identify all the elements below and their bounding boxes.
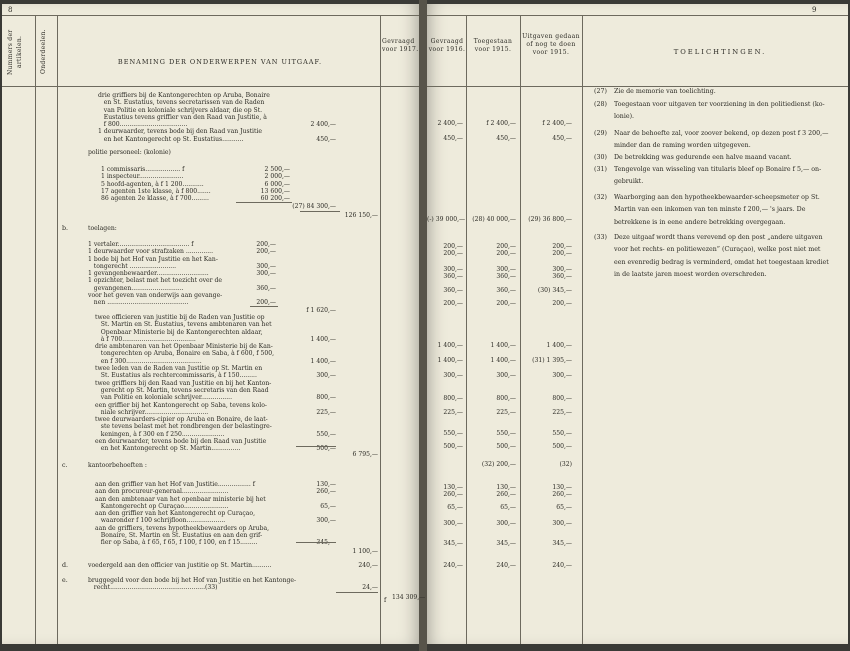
text-griffiers: drie griffiers bij de Kantongerechten op Aruba, Bonaire en St. Eustatius, tevens secretarissen van de Raden van Politie en koloniale schrijvers aldaar, die op St. Eustatius tevens griffier van den Raad van Justitie, à f 800................................... 1 deurwaarder, tevens bode bij den Raad van Justitie en het Kantongerecht op St. Eustatius........... (98, 92, 270, 143)
grand-kantoorbehoeften: 1 100,— (352, 548, 378, 555)
column-rule (466, 15, 467, 644)
total-politie: (27) 84 300,— (292, 203, 336, 210)
note-text: Deze uitgaaf wordt thans verevend op den post „andere uitgaven voor het rechts- en politiewezen” (Curaçao), welke post niet met een evenredig bedrag is verminderd, omdat het toegestaan krediet in de laatste jaren moest worden overschreden. (614, 234, 829, 278)
sub-e: e. (62, 577, 68, 584)
amount-cell-c: 500,— (552, 443, 572, 450)
amount-cell-b: 300,— (496, 372, 516, 379)
amount-cell-b: 345,— (496, 540, 516, 547)
amount-cell-a: 130,— (443, 484, 463, 491)
amounts-kantoorbehoeften: 130,— 260,— 65,— 300,— 345,— (316, 481, 336, 547)
header-top-rule (2, 15, 419, 16)
grand-toelagen: 6 795,— (352, 451, 378, 458)
total-toelagen: f 1 620,— (306, 307, 336, 314)
note-number: (30) (594, 154, 607, 161)
amount-cell-b: 225,— (496, 409, 516, 416)
amount-cell-b: 800,— (496, 395, 516, 402)
amount-cell-c: 200,— (552, 250, 572, 257)
amount-cell-a: 260,— (443, 491, 463, 498)
header-notes: TOELICHTINGEN. (673, 48, 767, 56)
amount-cell-c: 240,— (552, 562, 572, 569)
amount-cell-b: 450,— (496, 135, 516, 142)
amounts-toelagen: 200,— 200,— 300,— 300,— 360,— 200,— (256, 241, 276, 307)
amount-cell-b: 360,— (496, 273, 516, 280)
grand-politie: 126 150,— (344, 212, 378, 219)
grand-total: 134 309,— (392, 594, 426, 601)
amount-cell-a: 200,— (443, 243, 463, 250)
amount-cell-c: 300,— (552, 372, 572, 379)
header-asked-1916: Gevraagd voor 1916. (428, 38, 466, 53)
note-number: (27) (594, 88, 607, 95)
header-spent-1915: Uitgaven gedaan of nog te doen voor 1915. (522, 33, 580, 56)
sum-rule (250, 306, 278, 307)
amount-cell-b: 1 400,— (490, 357, 516, 364)
amount-cell-a: 2 400,— (437, 120, 463, 127)
note-number: (31) (594, 166, 607, 173)
sub-b: b. (62, 225, 69, 232)
amount-cell-c: 1 400,— (546, 342, 572, 349)
header-title: BENAMING DER ONDERWERPEN VAN UITGAAF. (117, 58, 323, 66)
amount-bruggegeld: 24,— (362, 584, 378, 591)
header-col-numbers: Nummers der artikelen. (7, 29, 23, 75)
amount-cell-c: 550,— (552, 430, 572, 437)
amount-cell-b: (28) 40 000,— (472, 216, 516, 223)
amount-cell-a: 300,— (443, 266, 463, 273)
note-number: (33) (594, 234, 607, 241)
amount-cell-c: (32) (559, 461, 572, 468)
amount-cell-a: 1 400,— (437, 342, 463, 349)
note-text: Zie de memorie van toelichting. (614, 88, 716, 95)
amount-cell-b: 200,— (496, 243, 516, 250)
book-gutter (419, 0, 427, 651)
note-number: (29) (594, 130, 607, 137)
sum-rule (336, 592, 378, 593)
sum-rule (296, 542, 336, 543)
text-ambtenaren: twee officieren van justitie bij de Raden van Justitie op St. Martin en St. Eustatius, tevens ambtenaren van het Openbaar Ministerie bij de Kantongerechten aldaar, à f 700...................................... drie ambtenaren van het Openbaar Ministerie bij de Kan- tongerechten op Aruba, Bonaire en Saba, à f 600, f 500, en f 300....................................... twee leden van de Raden van Justitie op St. Martin en St. Eustatius als rechtercommissaris, à f 150......... twee griffiers bij den Raad van Justitie en bij het Kanton- gerecht op St. Martin, tevens secretaris van den Raad van Politie en koloniale schrijver................ een griffier bij het Kantongerecht op Saba, tevens kolo- niale schrijver................................. twee deurwaarders-cipier op Aruba en Bonaire, de laat- ste tevens belast met het rondbrengen der belastingre- keningen, à f 300 en f 250...................... een deurwaarder, tevens bode bij den Raad van Justitie en het Kantongerecht op St. Martin............... (95, 314, 275, 453)
text-kantoorbehoeften: aan den griffier van het Hof van Justitie................. f aan den procureur-generaal........................ aan den ambtenaar van het openbaar ministerie bij het Kantongerecht op Curaçao....................... aan den griffier van het Kantongerecht op Curaçao, waaronder f 100 schrijfloon.................... aan de griffiers, tevens hypotheekbewaarders op Aruba, Bonaire, St. Martin en St. Eustatius en aan den grif- fier op Saba, à f 65, f 65, f 100, f 100, en f 15......... (95, 481, 270, 547)
amount-cell-b: 500,— (496, 443, 516, 450)
text-politie: 1 commissaris.................. f 1 inspecteur....................... 5 hoofd-agenten, à f 1 200........... 17 agenten 1ste klasse, à f 800....... 86 agenten 2e klasse, à f 700......... (101, 166, 211, 203)
amount-cell-a: 200,— (443, 250, 463, 257)
header-bottom-rule (2, 86, 419, 87)
amount-cell-c: 260,— (552, 491, 572, 498)
amount-cell-b: 260,— (496, 491, 516, 498)
amount-cell-c: 130,— (552, 484, 572, 491)
column-rule (582, 15, 583, 644)
text-voedergeld: voedergeld aan den officier van justitie op St. Martin.......... (88, 562, 272, 569)
amount-cell-a: 1 400,— (437, 357, 463, 364)
amounts-politie: 2 500,— 2 000,— 6 000,— 13 600,— 60 200,— (260, 166, 290, 203)
column-rule (57, 15, 58, 644)
amount-cell-c: 200,— (552, 300, 572, 307)
heading-politie: politie personeel: (kolonie) (88, 149, 171, 156)
header-asked-1917: Gevraagd voor 1917. (382, 38, 419, 53)
amounts-griffiers: 2 400,— 450,— (310, 121, 336, 143)
amount-cell-a: 360,— (443, 287, 463, 294)
amount-voedergeld: 240,— (358, 562, 378, 569)
amount-cell-b: 200,— (496, 250, 516, 257)
heading-kantoorbehoeften: kantoorbehoeften : (88, 462, 147, 469)
amount-cell-a: 800,— (443, 395, 463, 402)
amount-cell-b: 1 400,— (490, 342, 516, 349)
column-rule (35, 15, 36, 644)
amount-cell-a: 345,— (443, 540, 463, 547)
page-number-right: 9 (812, 6, 817, 14)
amount-cell-c: 345,— (552, 540, 572, 547)
amount-cell-c: 450,— (552, 135, 572, 142)
amount-cell-c: (29) 36 800,— (528, 216, 572, 223)
column-rule (380, 15, 381, 644)
header-granted-1915: Toegestaan voor 1915. (473, 38, 513, 53)
amount-cell-c: 800,— (552, 395, 572, 402)
amount-cell-c: 65,— (556, 504, 572, 511)
amount-cell-b: f 2 400,— (486, 120, 516, 127)
amount-cell-c: (31) 1 395,— (532, 357, 572, 364)
amount-cell-a: 450,— (443, 135, 463, 142)
amount-cell-b: 65,— (500, 504, 516, 511)
note-number: (28) (594, 101, 607, 108)
page-number-left: 8 (8, 6, 13, 14)
header-col-sub: Onderdeelen. (40, 29, 47, 75)
header-top-rule-right (427, 15, 848, 16)
heading-toelagen: toelagen: (88, 225, 117, 232)
amount-cell-c: 200,— (552, 243, 572, 250)
amount-cell-c: f 2 400,— (542, 120, 572, 127)
amount-cell-a: (-) 39 000,— (427, 216, 466, 223)
amount-cell-a: 300,— (443, 520, 463, 527)
amount-cell-b: 550,— (496, 430, 516, 437)
amounts-ambtenaren: 1 400,— 1 400,— 300,— 800,— 225,— 550,— 500,— (310, 335, 336, 453)
note-text: Toegestaan voor uitgaven ter voorziening in den politiedienst (ko- lonie). (614, 101, 825, 121)
amount-cell-a: 300,— (443, 372, 463, 379)
amount-cell-c: 360,— (552, 273, 572, 280)
sub-c: c. (62, 462, 68, 469)
amount-cell-a: 360,— (443, 273, 463, 280)
amount-cell-b: 200,— (496, 300, 516, 307)
amount-cell-b: 300,— (496, 266, 516, 273)
amount-cell-b: 130,— (496, 484, 516, 491)
column-rule (520, 15, 521, 644)
amount-cell-c: (30) 345,— (537, 287, 572, 294)
note-text: De betrekking was gedurende een halve maand vacant. (614, 154, 792, 161)
amount-cell-a: 550,— (443, 430, 463, 437)
text-bruggegeld: bruggegeld voor den bode bij het Hof van Justitie en het Kantonge- recht.................................................(33) (88, 577, 297, 592)
amount-cell-c: 300,— (552, 520, 572, 527)
amount-cell-a: 200,— (443, 300, 463, 307)
amount-cell-a: 500,— (443, 443, 463, 450)
sub-d: d. (62, 562, 69, 569)
amount-cell-a: 240,— (443, 562, 463, 569)
amount-cell-a: 65,— (447, 504, 463, 511)
note-number: (32) (594, 194, 607, 201)
text-toelagen: 1 vertaler..................................... f 1 deurwaarder voor strafzaken .............. 1 bode bij het Hof van Justitie en het Kan- tongerecht ........................ 1 gevangenbewaarder........................... 1 opzichter, belast met het toezicht over de gevangenen........................... voor het geven van onderwijs aan gevange- nen .......................................... (88, 241, 223, 307)
sum-rule (296, 446, 336, 447)
amount-cell-b: 300,— (496, 520, 516, 527)
amount-cell-a: 225,— (443, 409, 463, 416)
total-currency: f (384, 597, 387, 604)
note-text: Waarborging aan den hypotheekbewaarder-scheepsmeter op St. Martin van een inkomen van ten minste f 200,— 's jaars. De betrekkene is in eene andere betrekking overgegaan. (614, 194, 820, 226)
amount-cell-b: 360,— (496, 287, 516, 294)
amount-cell-c: 300,— (552, 266, 572, 273)
note-text: Tengevolge van wisseling van titularis bleef op Bonaire f 5,— on- gebruikt. (614, 166, 822, 186)
amount-cell-b: 240,— (496, 562, 516, 569)
amount-cell-c: 225,— (552, 409, 572, 416)
note-text: Naar de behoefte zal, voor zoover bekend, op dezen post f 3 200,— minder dan de raming worden uitgegeven. (614, 130, 829, 150)
amount-cell-b: (32) 200,— (481, 461, 516, 468)
